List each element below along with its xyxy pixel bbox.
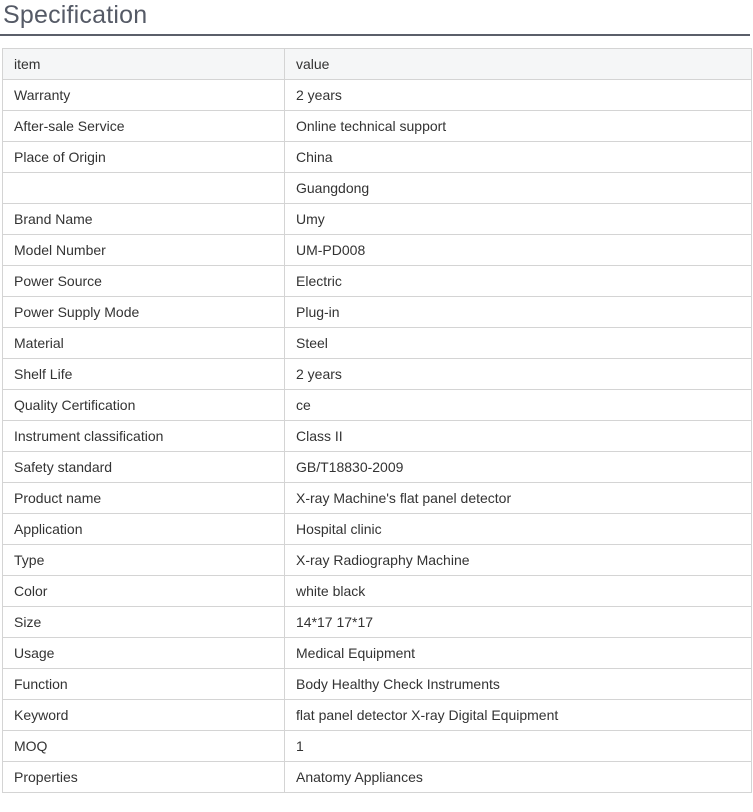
value-cell: China [285, 142, 752, 173]
item-cell: MOQ [3, 731, 285, 762]
item-cell: Power Source [3, 266, 285, 297]
table-row [3, 359, 752, 390]
table-row [3, 700, 752, 731]
value-cell: 2 years [285, 359, 752, 390]
item-cell: Material [3, 328, 285, 359]
table-row [3, 669, 752, 700]
table-row [3, 607, 752, 638]
item-cell: Quality Certification [3, 390, 285, 421]
item-cell: Usage [3, 638, 285, 669]
item-cell: Warranty [3, 80, 285, 111]
value-cell: 2 years [285, 80, 752, 111]
value-cell: 14*17 17*17 [285, 607, 752, 638]
table-row [3, 111, 752, 142]
item-cell: Instrument classification [3, 421, 285, 452]
table-row [3, 142, 752, 173]
table-row [3, 235, 752, 266]
table-row [3, 576, 752, 607]
value-cell: ce [285, 390, 752, 421]
value-cell: Electric [285, 266, 752, 297]
specification-table [2, 48, 752, 793]
item-cell: After-sale Service [3, 111, 285, 142]
value-cell: white black [285, 576, 752, 607]
item-cell: Application [3, 514, 285, 545]
value-cell: Body Healthy Check Instruments [285, 669, 752, 700]
table-row [3, 452, 752, 483]
header-cell-item: item [3, 49, 285, 80]
item-cell: Model Number [3, 235, 285, 266]
item-cell: Power Supply Mode [3, 297, 285, 328]
table-row [3, 390, 752, 421]
item-cell: Color [3, 576, 285, 607]
item-cell: Size [3, 607, 285, 638]
value-cell: Anatomy Appliances [285, 762, 752, 793]
item-cell: Shelf Life [3, 359, 285, 390]
table-row [3, 204, 752, 235]
value-cell: Steel [285, 328, 752, 359]
value-cell: Medical Equipment [285, 638, 752, 669]
table-row [3, 173, 752, 204]
value-cell: X-ray Machine's flat panel detector [285, 483, 752, 514]
value-cell: Online technical support [285, 111, 752, 142]
value-cell: Class II [285, 421, 752, 452]
value-cell: Hospital clinic [285, 514, 752, 545]
table-row [3, 328, 752, 359]
item-cell: Product name [3, 483, 285, 514]
page-title: Specification [0, 0, 750, 36]
value-cell: UM-PD008 [285, 235, 752, 266]
header-cell-value: value [285, 49, 752, 80]
table-row [3, 638, 752, 669]
value-cell: X-ray Radiography Machine [285, 545, 752, 576]
value-cell: Plug-in [285, 297, 752, 328]
item-cell: Safety standard [3, 452, 285, 483]
item-cell: Brand Name [3, 204, 285, 235]
item-cell: Type [3, 545, 285, 576]
item-cell: Keyword [3, 700, 285, 731]
table-row [3, 545, 752, 576]
table-header-row [3, 49, 752, 80]
value-cell: Umy [285, 204, 752, 235]
table-row [3, 483, 752, 514]
item-cell: Place of Origin [3, 142, 285, 173]
item-cell: Function [3, 669, 285, 700]
table-row [3, 80, 752, 111]
item-cell [3, 173, 285, 204]
table-row [3, 266, 752, 297]
value-cell: Guangdong [285, 173, 752, 204]
value-cell: flat panel detector X-ray Digital Equipment [285, 700, 752, 731]
value-cell: 1 [285, 731, 752, 762]
table-row [3, 421, 752, 452]
item-cell: Properties [3, 762, 285, 793]
table-row [3, 731, 752, 762]
table-row [3, 297, 752, 328]
table-row [3, 514, 752, 545]
table-row [3, 762, 752, 793]
value-cell: GB/T18830-2009 [285, 452, 752, 483]
